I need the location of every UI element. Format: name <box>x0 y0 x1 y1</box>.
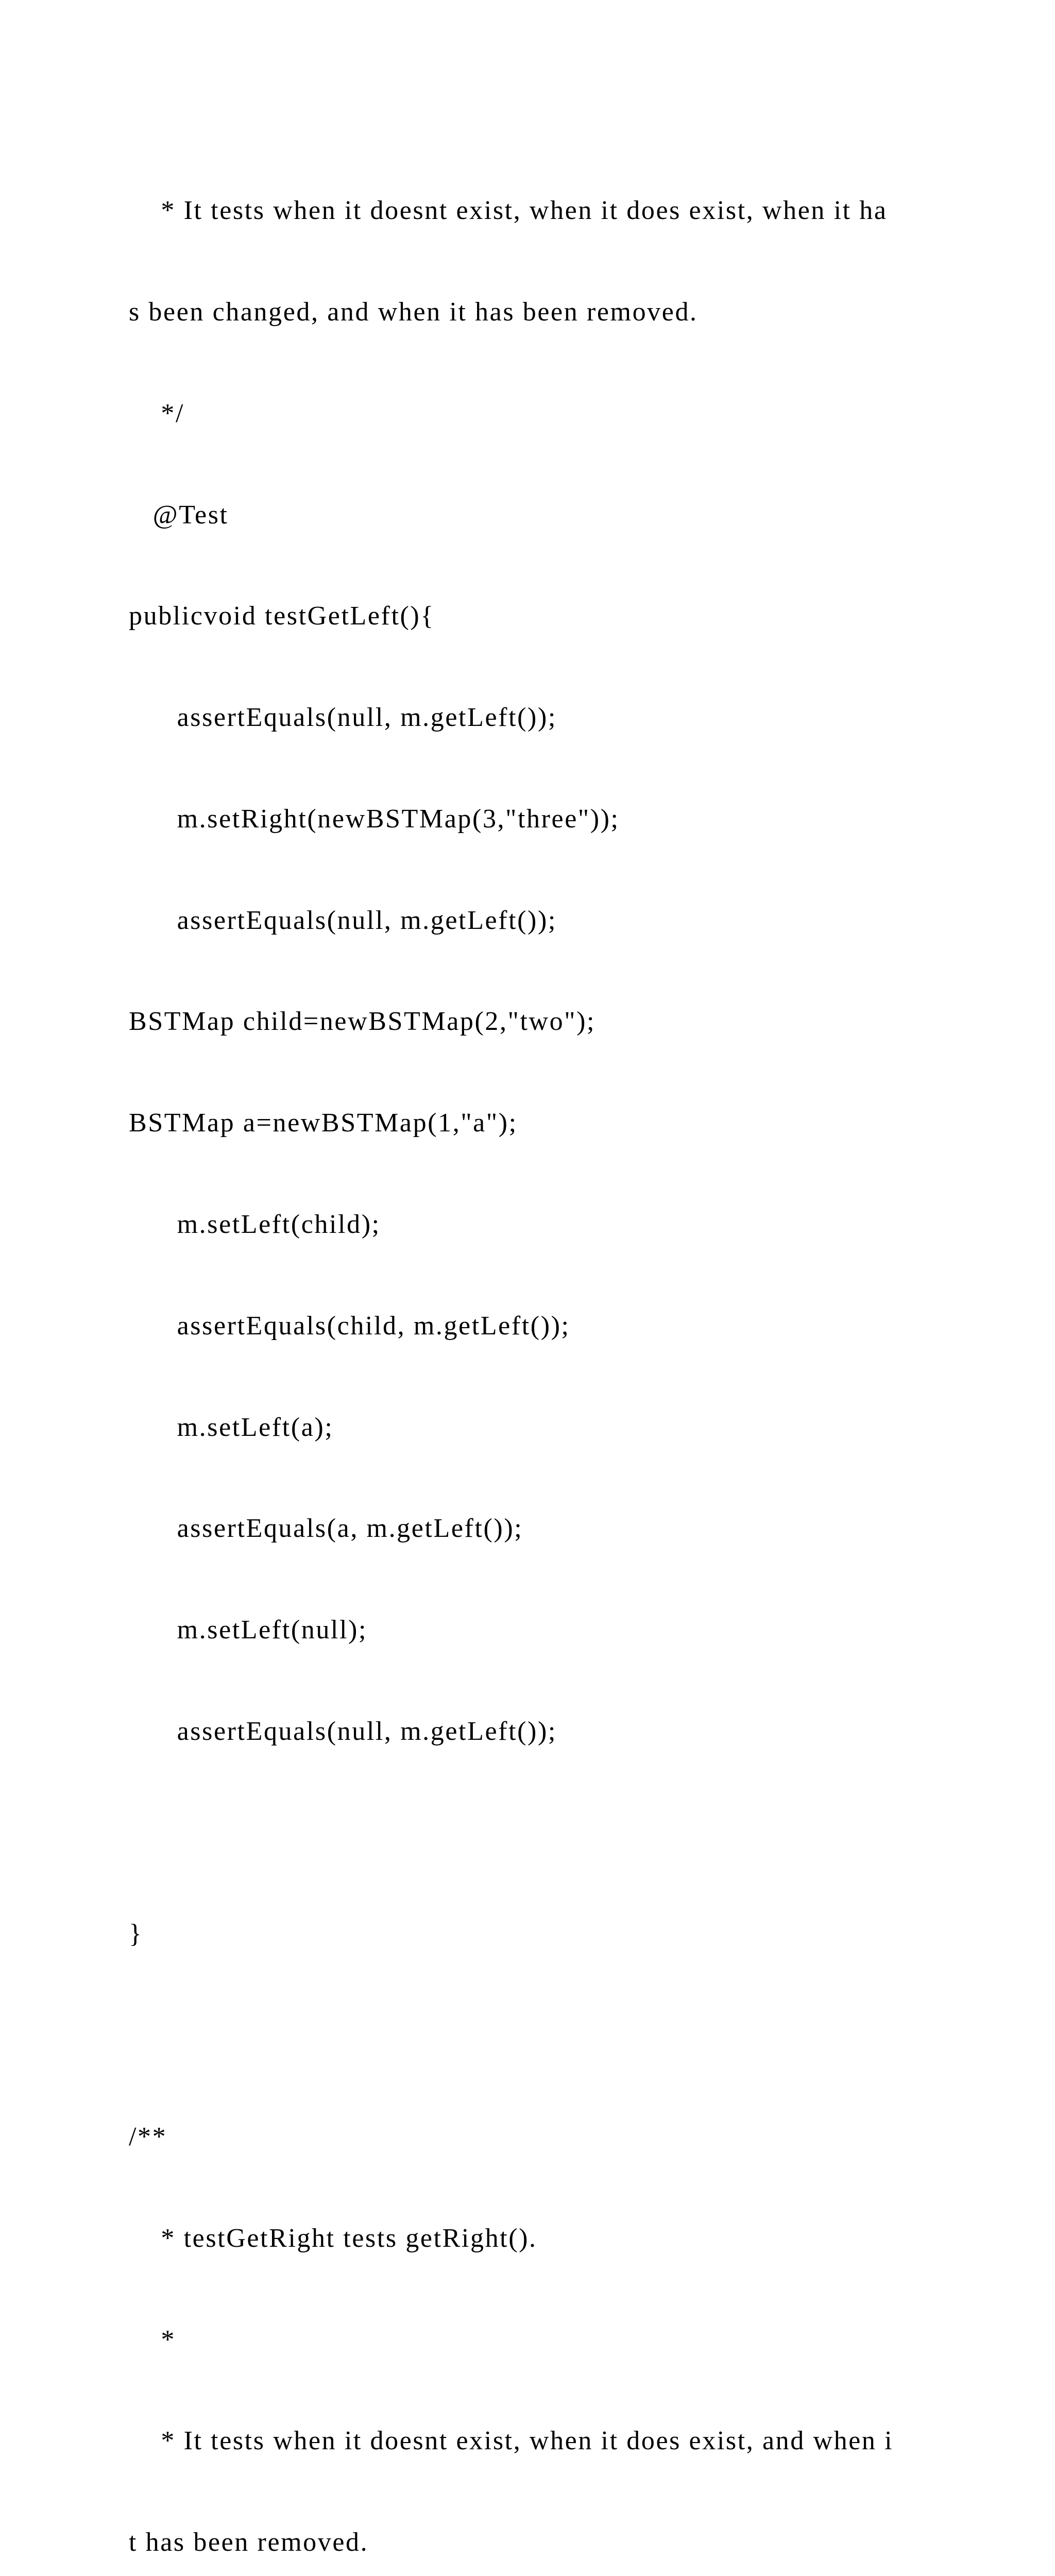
code-line: */ <box>129 398 185 428</box>
code-line: * testGetRight tests getRight(). <box>129 2223 537 2253</box>
code-line: assertEquals(child, m.getLeft()); <box>129 1311 570 1341</box>
code-line: m.setLeft(null); <box>129 1615 367 1645</box>
code-line: s been changed, and when it has been removed. <box>129 297 698 327</box>
code-line: publicvoid testGetLeft(){ <box>129 601 435 631</box>
code-line <box>129 1816 893 1850</box>
code-line: BSTMap a=newBSTMap(1,"a"); <box>129 1108 518 1138</box>
code-line: * <box>129 2325 176 2354</box>
code-line: assertEquals(null, m.getLeft()); <box>129 1716 557 1746</box>
code-line: assertEquals(null, m.getLeft()); <box>129 905 557 935</box>
code-line: assertEquals(a, m.getLeft()); <box>129 1514 523 1544</box>
code-line: m.setLeft(a); <box>129 1412 334 1442</box>
code-line: assertEquals(null, m.getLeft()); <box>129 703 557 733</box>
code-line: BSTMap child=newBSTMap(2,"two"); <box>129 1007 596 1037</box>
code-line: m.setRight(newBSTMap(3,"three")); <box>129 804 620 834</box>
code-listing <box>129 126 893 2576</box>
code-line: * It tests when it doesnt exist, when it does exist, when it ha <box>129 196 888 226</box>
code-line: * It tests when it doesnt exist, when it does exist, and when i <box>129 2426 894 2456</box>
code-line: /** <box>129 2122 167 2152</box>
code-line <box>129 2019 893 2053</box>
code-line: m.setLeft(child); <box>129 1210 381 1239</box>
code-line: } <box>129 1919 143 1949</box>
code-line: @Test <box>129 500 229 530</box>
code-line: t has been removed. <box>129 2528 369 2557</box>
